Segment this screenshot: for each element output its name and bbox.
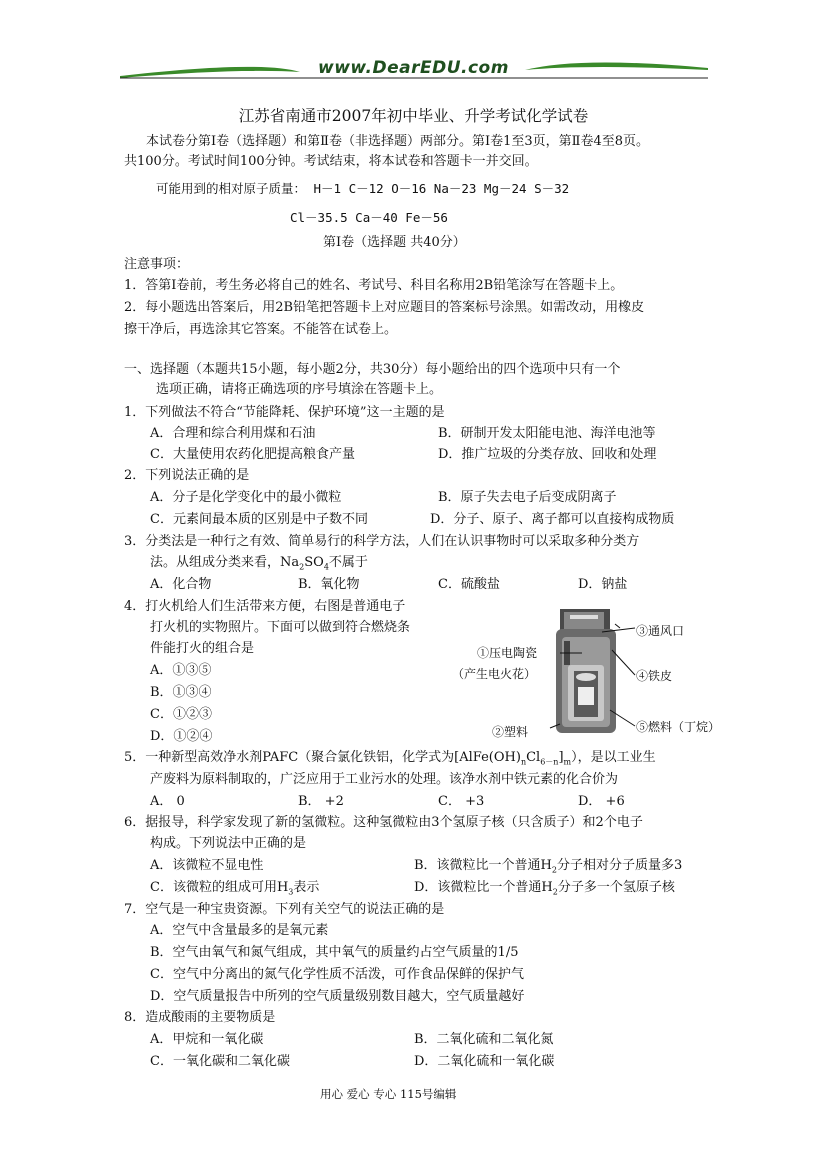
q2-option-c: C．元素间最本质的区别是中子数不同 (150, 512, 368, 527)
q7-option-a: A．空气中含量最多的是氧元素 (150, 923, 329, 938)
lighter-label-3: ③通风口 (636, 624, 685, 638)
q3-option-a: A．化合物 (150, 577, 212, 592)
intro-line-2: 共100分。考试时间100分钟。考试结束，将本试卷和答题卡一并交回。 (124, 154, 538, 169)
q5-stem-line-2: 产废料为原料制取的，广泛应用于工业污水的处理。该净水剂中铁元素的化合价为 (150, 772, 619, 787)
q4-stem-line-3: 件能打火的组合是 (150, 641, 255, 656)
q2-option-a: A．分子是化学变化中的最小微粒 (150, 490, 342, 505)
section-heading-line-1: 一、选择题（本题共15小题，每小题2分，共30分）每小题给出的四个选项中只有一个 (124, 362, 621, 377)
q1-stem: 1．下列做法不符合“节能降耗、保护环境”这一主题的是 (124, 405, 445, 420)
q8-option-d: D．二氧化硫和一氧化碳 (414, 1054, 555, 1069)
q3-stem-line-2: 法。从组成分类来看，$Na_2SO_4$不属于 (150, 555, 368, 572)
q5-option-c: C． +3 (438, 794, 485, 809)
q1-option-c: C．大量使用农药化肥提高粮食产量 (150, 447, 355, 462)
q6-option-d: D．该微粒比一个普通$H_2$分子多一个氢原子核 (414, 880, 675, 897)
q3-option-d: D．钠盐 (578, 577, 628, 592)
q4-stem-line-2: 打火机的实物照片。下面可以做到符合燃烧条 (150, 620, 411, 635)
lighter-label-5: ⑤燃料（丁烷） (636, 720, 721, 734)
q2-option-d: D．分子、原子、离子都可以直接构成物质 (430, 512, 675, 527)
intro-line-1: 本试卷分第Ⅰ卷（选择题）和第Ⅱ卷（非选择题）两部分。第Ⅰ卷1至3页，第Ⅱ卷4至8页。 (146, 134, 650, 149)
part-1-title: 第Ⅰ卷（选择题 共40分） (323, 235, 466, 250)
exam-title: 江苏省南通市2007年初中毕业、升学考试化学试卷 (238, 107, 589, 125)
lighter-label-1-note: （产生电火花） (452, 667, 537, 681)
q7-option-d: D．空气质量报告中所列的空气质量级别数目越大，空气质量越好 (150, 989, 525, 1004)
q8-option-a: A．甲烷和一氧化碳 (150, 1032, 264, 1047)
atomic-masses-line-2: Cl－35.5 Ca－40 Fe－56 (290, 210, 448, 225)
q7-option-b: B．空气由氧气和氮气组成，其中氧气的质量约占空气质量的1/5 (150, 945, 519, 960)
lighter-label-4: ④铁皮 (636, 669, 673, 683)
q3-stem-line-1: 3．分类法是一种行之有效、简单易行的科学方法，人们在认识事物时可以采取多种分类方 (124, 534, 640, 549)
q4-stem-line-1: 4．打火机给人们生活带来方便，右图是普通电子 (124, 599, 406, 614)
q8-stem: 8．造成酸雨的主要物质是 (124, 1010, 276, 1025)
header-site-name: www.DearEDU.com (318, 58, 509, 78)
q6-stem-line-1: 6．据报导，科学家发现了新的氢微粒。这种氢微粒由3个氢原子核（只含质子）和2个电子 (124, 815, 643, 830)
q7-option-c: C．空气中分离出的氮气化学性质不活泼，可作食品保鲜的保护气 (150, 967, 524, 982)
q2-stem: 2．下列说法正确的是 (124, 468, 250, 483)
q1-option-b: B．研制开发太阳能电池、海洋电池等 (438, 426, 656, 441)
q4-option-b: B．①③④ (150, 685, 212, 700)
q3-option-b: B．氧化物 (298, 577, 360, 592)
q4-option-c: C．①②③ (150, 707, 212, 722)
lighter-label-2: ②塑料 (492, 725, 529, 739)
q5-option-d: D． +6 (578, 794, 625, 809)
q6-option-c: C．该微粒的组成可用$H_3$表示 (150, 880, 320, 897)
q4-option-a: A．①③⑤ (150, 663, 212, 678)
q3-option-c: C．硫酸盐 (438, 577, 500, 592)
q5-stem-line-1: 5．一种新型高效净水剂PAFC（聚合氯化铁铝，化学式为$[AlFe(OH)_nCl_{6-n}]_m$），是以工业生 (124, 750, 656, 767)
section-heading-line-2: 选项正确，请将正确选项的序号填涂在答题卡上。 (156, 382, 443, 397)
note-item-2-cont: 擦干净后，再选涂其它答案。不能答在试卷上。 (124, 322, 398, 337)
q4-option-d: D．①②④ (150, 729, 213, 744)
atomic-masses-line-1: 可能用到的相对原子质量： H－1 C－12 O－16 Na－23 Mg－24 S－32 (156, 181, 570, 196)
q5-option-a: A． 0 (150, 794, 185, 809)
note-item-1: 1．答第Ⅰ卷前，考生务必将自己的姓名、考试号、科目名称用2B铅笔涂写在答题卡上。 (124, 278, 624, 293)
q6-stem-line-2: 构成。下列说法中正确的是 (150, 836, 307, 851)
note-item-2: 2．每小题选出答案后，用2B铅笔把答题卡上对应题目的答案标号涂黑。如需改动，用橡皮 (124, 300, 645, 315)
q6-option-b: B．该微粒比一个普通$H_2$分子相对分子质量多3 (414, 858, 683, 875)
q5-option-b: B． +2 (298, 794, 344, 809)
q2-option-b: B．原子失去电子后变成阴离子 (438, 490, 617, 505)
q6-option-a: A．该微粒不显电性 (150, 858, 264, 873)
notes-heading: 注意事项： (124, 257, 190, 272)
lighter-label-1: ①压电陶瓷 (477, 646, 538, 660)
q7-stem: 7．空气是一种宝贵资源。下列有关空气的说法正确的是 (124, 902, 445, 917)
q1-option-d: D．推广垃圾的分类存放、回收和处理 (438, 447, 657, 462)
q8-option-c: C．一氧化碳和二氧化碳 (150, 1054, 290, 1069)
q1-option-a: A．合理和综合利用煤和石油 (150, 426, 316, 441)
page-footer: 用心 爱心 专心 115号编辑 (320, 1087, 457, 1101)
q8-option-b: B．二氧化硫和二氧化氮 (414, 1032, 554, 1047)
